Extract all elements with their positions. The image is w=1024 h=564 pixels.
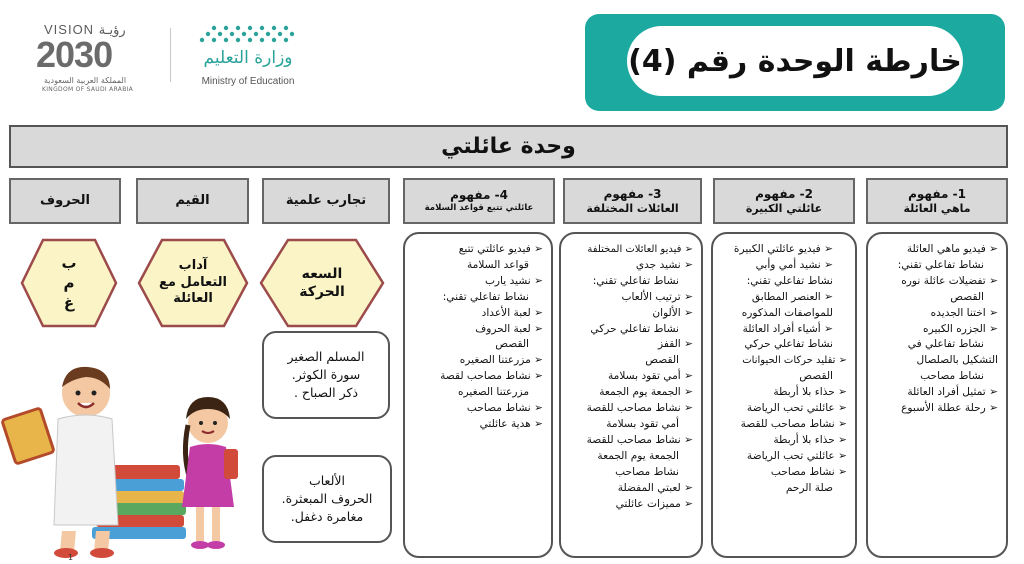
unit-title-bar [9,125,1008,168]
list-item: ➢ نشيد يارب [484,274,543,287]
concept-4-header [403,178,555,224]
list-item: الجمعة يوم الجمعة [597,449,679,462]
list-item: ➢ اختنا الجديده [930,306,998,319]
list-item: ➢ نشاط مصاحب للقصة [586,433,693,446]
list-item: نشاط مصاحب [920,370,984,383]
list-item: ➢ الجزره الكبيره [923,322,998,335]
experiment-item: السعه [301,265,343,282]
concept-1-content [866,232,1008,558]
list-item: ➢ القفز [658,338,693,351]
quran-box [262,331,390,419]
concept-1-title: ماهي العائلة [903,201,971,215]
list-item: ➢ فيديو عائلتي تتبع [458,243,543,255]
list-item: للمواصفات المذكوره [741,306,833,319]
concept-1-header [866,178,1008,224]
list-item: نشاط تفاعلي تقني: [897,258,984,271]
list-item: ➢ حذاء بلا أربطة [773,386,847,399]
concept-3-title: العائلات المختلفة [586,201,679,215]
list-item: ➢ مميزات عائلتي [615,497,693,510]
list-item: نشاط مصاحب [615,465,679,478]
vision-2030-logo [30,18,162,94]
list-item: ➢ أشياء أفراد العائلة [742,322,833,335]
list-item: ➢ أمي تقود بسلامة [608,370,693,383]
logo-divider [170,28,171,82]
games-line: الحروف المبعثرة. [281,491,373,506]
quran-line: سورة الكوثر. [291,367,361,382]
list-item: ➢ ترتيب الألعاب [621,290,693,303]
list-item: ➢ نشاط مصاحب للقصة [740,417,847,430]
list-item: التشكيل بالصلصال [916,354,998,367]
list-item: ➢ فيديو عائلتي الكبيرة [733,243,833,255]
games-line: مغامرة دغفل. [290,509,364,524]
concept-2-title: عائلتي الكبيرة [745,201,823,215]
concept-4-list [411,242,543,433]
moe-dots-icon [194,20,298,46]
list-item: ➢ مزرعتنا الصغيره [459,354,543,367]
letter-item: ب [61,253,77,272]
experiments-hex-text [258,237,386,329]
values-header [136,178,249,224]
games-box [262,455,392,543]
concept-4-number: 4- مفهوم [450,188,508,203]
list-item: ➢ عائلتي تحب الرياضة [746,402,847,415]
experiments-hexagon [258,237,386,329]
list-item: نشاط تفاعلي تقني: [442,290,529,303]
list-item: ➢ هدية عائلتي [479,417,543,430]
list-item: ➢ نشاط مصاحب [770,465,847,478]
concept-3-content [559,232,703,558]
list-item: صلة الرحم [785,481,833,494]
list-item: نشاط تفاعلي في [907,338,984,351]
list-item: ➢ عائلتي تحب الرياضة [746,449,847,462]
experiments-header [262,178,390,224]
list-item: القصص [645,354,679,367]
list-item: ➢ الألوان [652,306,693,319]
concept-3-list [567,242,693,512]
letter-item: غ [63,294,75,313]
list-item: ➢ تفضيلات عائلة نوره [901,274,998,287]
games-line: الألعاب [308,473,346,488]
ministry-of-education-logo [188,20,304,94]
page-title: خارطة الوحدة رقم (4) [628,43,962,79]
list-item: ➢ نشاط مصاحب للقصة [586,402,693,415]
list-item: ➢ العنصر المطابق [751,290,833,303]
list-item: ➢ لعبة الحروف [475,322,543,335]
concept-4-content [403,232,553,558]
list-item: أمي تقود بسلامة [606,417,679,430]
list-item: قواعد السلامة [466,258,529,271]
kids-illustration [0,355,245,560]
concept-2-header [713,178,855,224]
list-item: نشاط تفاعلي حركي [590,322,679,335]
vision-logo-english-text: KINGDOM OF SAUDI ARABIA [42,86,134,93]
list-item: ➢ تقليد حركات الحيوانات [742,355,847,367]
value-line: العائلة [173,291,213,307]
concept-4-title: عائلتي تتبع قواعد السلامة [424,203,534,214]
unit-title: وحدة عائلتي [441,134,576,159]
quran-line: ذكر الصباح . [293,385,359,400]
list-item: ➢ لعبتي المفضلة [617,481,693,494]
list-item: نشاط تفاعلي تقني: [592,274,679,287]
values-hex-text [136,237,250,329]
concept-3-header [563,178,702,224]
value-line: التعامل مع [159,274,227,290]
list-item: ➢ نشاط مصاحب [466,402,543,415]
concept-2-list [719,242,847,497]
title-pill [627,26,963,96]
concept-2-number: 2- مفهوم [755,186,813,201]
list-item: ➢ نشيد جدي [635,258,693,271]
vision-logo-top-text: VISION رؤيـة [44,22,126,37]
quran-line: المسلم الصغير [287,349,365,364]
girl-icon [182,397,238,549]
list-item: القصص [495,338,529,351]
list-item: ➢ حذاء بلا أربطة [773,433,847,446]
list-item: مزرعتنا الصغيره [457,386,529,399]
concept-1-number: 1- مفهوم [908,186,966,201]
title-banner [585,14,1005,111]
moe-logo-arabic-text: وزارة التعليم [203,48,293,68]
list-item: ➢ لعبة الأعداد [481,306,543,319]
page-number: 1 [68,553,74,562]
concept-3-number: 3- مفهوم [603,186,662,201]
list-item: نشاط تفاعلي تقني: [746,274,833,287]
values-hexagon [136,237,250,329]
experiment-item: الحركة [299,284,345,300]
letters-title: الحروف [40,192,90,208]
vision-logo-year: 2030 [36,34,113,75]
concept-2-content [711,232,857,558]
vision-logo-arabic-text: المملكة العربية السعودية [44,76,127,85]
list-item: ➢ رحلة عطلة الأسبوع [901,402,998,415]
value-line: آداب [178,257,208,273]
list-item: القصص [950,290,984,303]
experiments-title: تجارب علمية [285,192,367,208]
moe-logo-english-text: Ministry of Education [201,76,295,87]
list-item: ➢ فيديو ماهي العائلة [906,243,998,255]
list-item: ➢ تمثيل أفراد العائلة [907,386,998,399]
list-item: القصص [799,370,833,383]
letters-hex-text [19,237,119,329]
values-title: القيم [175,192,210,208]
list-item: ➢ الجمعة يوم الجمعة [599,386,693,399]
letters-header [9,178,121,224]
letters-hexagon [19,237,119,329]
list-item: ➢ نشاط مصاحب لقصة [440,370,543,383]
letter-item: م [63,273,75,292]
list-item: ➢ فيديو العائلات المختلفة [587,244,693,255]
concept-1-list [874,242,998,417]
list-item: ➢ نشيد أمي وأبي [755,258,833,271]
list-item: نشاط تفاعلي حركي [744,338,833,351]
